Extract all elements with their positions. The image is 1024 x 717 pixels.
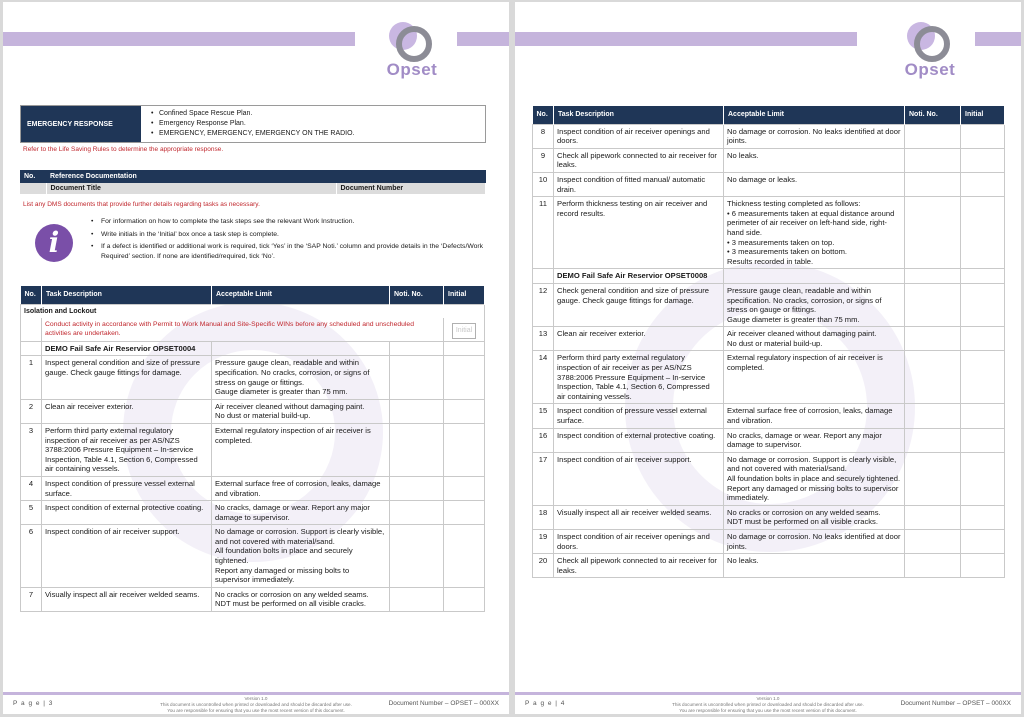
section-note: Conduct activity in accordance with Permit to Work Manual and Site-Specific WINs before any scheduled and unscheduled activities are undertaken. bbox=[42, 318, 444, 341]
task-number: 15 bbox=[533, 404, 554, 428]
table-row bbox=[21, 587, 485, 611]
initial-cell[interactable] bbox=[961, 148, 1005, 172]
ref-col-no: No. bbox=[20, 170, 46, 183]
col-initial: Initial bbox=[961, 106, 1005, 124]
task-number: 20 bbox=[533, 554, 554, 578]
noti-no-cell[interactable] bbox=[905, 124, 961, 148]
task-number: 4 bbox=[21, 476, 42, 500]
ref-col-reference: Reference Documentation bbox=[46, 170, 486, 183]
info-instructions bbox=[91, 217, 485, 264]
footer-document-number: Document Number – OPSET – 000XX bbox=[900, 700, 1011, 707]
initial-cell[interactable] bbox=[961, 505, 1005, 529]
footer-page-number: P a g e | 3 bbox=[13, 700, 54, 707]
acceptable-limit: No cracks or corrosion on any welded seams. NDT must be performed on all visible cracks. bbox=[724, 505, 905, 529]
task-description: Inspect condition of external protective coating. bbox=[554, 428, 724, 452]
noti-no-cell[interactable] bbox=[390, 356, 444, 399]
initial-cell[interactable] bbox=[961, 327, 1005, 351]
opset-logo-text: Opset bbox=[386, 60, 438, 79]
header-band-left bbox=[515, 32, 857, 46]
task-description: Inspect condition of air receiver support. bbox=[554, 452, 724, 505]
table-row bbox=[21, 423, 485, 476]
footer-page-number: P a g e | 4 bbox=[525, 700, 566, 707]
acceptable-limit: External surface free of corrosion, leaks, damage and vibration. bbox=[724, 404, 905, 428]
task-description: Check general condition and size of pressure gauge. Check gauge fittings for damage. bbox=[554, 283, 724, 326]
initial-cell[interactable] bbox=[444, 399, 485, 423]
reference-note: List any DMS documents that provide further details regarding tasks as necessary. bbox=[23, 201, 260, 208]
emergency-response-list bbox=[141, 106, 485, 142]
initial-cell[interactable] bbox=[961, 124, 1005, 148]
emergency-response-label: EMERGENCY RESPONSE bbox=[21, 106, 141, 142]
table-row bbox=[533, 327, 1005, 351]
noti-no-cell[interactable] bbox=[905, 505, 961, 529]
page-footer bbox=[3, 692, 509, 714]
task-description: Perform third party external regulatory inspection of air receiver as per AS/NZS 3788:2006 Pressure Equipment – In-service Inspection, Table 4.1, Section 6, Compressed air containing vessels. bbox=[42, 423, 212, 476]
asset-subheading: DEMO Fail Safe Air Reservior OPSET0004 bbox=[42, 341, 212, 356]
task-description: Inspect condition of external protective coating. bbox=[42, 501, 212, 525]
task-description: Inspect condition of pressure vessel external surface. bbox=[42, 476, 212, 500]
acceptable-limit: Air receiver cleaned without damaging paint. No dust or material build-up. bbox=[724, 327, 905, 351]
noti-no-cell[interactable] bbox=[905, 351, 961, 404]
task-number: 5 bbox=[21, 501, 42, 525]
footer-disclaimer bbox=[645, 696, 891, 713]
noti-no-cell[interactable] bbox=[390, 525, 444, 588]
opset-logo-icon bbox=[381, 14, 443, 94]
initial-cell[interactable] bbox=[961, 351, 1005, 404]
task-description: Visually inspect all air receiver welded seams. bbox=[42, 587, 212, 611]
table-row bbox=[533, 148, 1005, 172]
col-noti-no: Noti. No. bbox=[905, 106, 961, 124]
table-row bbox=[533, 404, 1005, 428]
task-description: Inspect condition of fitted manual/ automatic drain. bbox=[554, 172, 724, 196]
initial-cell[interactable] bbox=[961, 283, 1005, 326]
acceptable-limit: No damage or corrosion. No leaks identified at door joints. bbox=[724, 529, 905, 553]
col-task-description: Task Description bbox=[42, 286, 212, 304]
info-icon: i bbox=[35, 224, 73, 262]
footer-version: Version 1.0 bbox=[756, 696, 780, 701]
noti-no-cell[interactable] bbox=[905, 327, 961, 351]
page-footer bbox=[515, 692, 1021, 714]
footer-band bbox=[515, 692, 1021, 695]
table-row bbox=[533, 197, 1005, 269]
header-band-left bbox=[3, 32, 355, 46]
initial-cell[interactable] bbox=[444, 476, 485, 500]
task-description: Perform third party external regulatory inspection of air receiver as per AS/NZS 3788:2006 Pressure Equipment – In-service Inspection, Table 4.1, Section 6, Compressed air containing vessels. bbox=[554, 351, 724, 404]
task-number: 19 bbox=[533, 529, 554, 553]
header-band-right bbox=[457, 32, 509, 46]
acceptable-limit: External regulatory inspection of air receiver is completed. bbox=[212, 423, 390, 476]
noti-no-cell[interactable] bbox=[905, 452, 961, 505]
initial-cell[interactable] bbox=[444, 356, 485, 399]
emergency-note: Refer to the Life Saving Rules to determine the appropriate response. bbox=[23, 146, 224, 153]
task-number: 9 bbox=[533, 148, 554, 172]
noti-no-cell[interactable] bbox=[390, 476, 444, 500]
info-item: • Write initials in the ‘Initial’ box once a task step is complete. bbox=[91, 230, 485, 240]
task-number: 11 bbox=[533, 197, 554, 269]
initial-cell[interactable] bbox=[961, 452, 1005, 505]
task-number: 17 bbox=[533, 452, 554, 505]
initial-cell[interactable] bbox=[444, 525, 485, 588]
task-description: Clean air receiver exterior. bbox=[42, 399, 212, 423]
document-page-3 bbox=[3, 2, 509, 714]
task-description: Inspect general condition and size of pressure gauge. Check gauge fittings for damage. bbox=[42, 356, 212, 399]
task-number: 14 bbox=[533, 351, 554, 404]
acceptable-limit: Pressure gauge clean, readable and within specification. No cracks, corrosion, or signs of stress on gauge or fittings. Gauge diameter is greater than 75 mm. bbox=[212, 356, 390, 399]
acceptable-limit: Air receiver cleaned without damaging paint. No dust or material build-up. bbox=[212, 399, 390, 423]
acceptable-limit: External regulatory inspection of air receiver is completed. bbox=[724, 351, 905, 404]
task-description: Inspect condition of air receiver openings and doors. bbox=[554, 529, 724, 553]
table-row bbox=[533, 554, 1005, 578]
table-row bbox=[533, 428, 1005, 452]
initial-cell[interactable] bbox=[444, 587, 485, 611]
noti-no-cell[interactable] bbox=[905, 148, 961, 172]
table-row bbox=[533, 351, 1005, 404]
task-description: Clean air receiver exterior. bbox=[554, 327, 724, 351]
footer-line-1: This document is uncontrolled when printed or downloaded and should be discarded after use. bbox=[672, 701, 864, 707]
table-row bbox=[533, 529, 1005, 553]
emergency-item: • Confined Space Rescue Plan. bbox=[159, 109, 485, 119]
initial-cell[interactable] bbox=[961, 172, 1005, 196]
col-noti-no: Noti. No. bbox=[390, 286, 444, 304]
document-page-4 bbox=[515, 2, 1021, 714]
noti-no-cell[interactable] bbox=[390, 399, 444, 423]
task-description: Perform thickness testing on air receiver and record results. bbox=[554, 197, 724, 269]
acceptable-limit: Pressure gauge clean, readable and within specification. No cracks, corrosion, or signs of stress on gauge or fittings. Gauge diameter is greater than 75 mm. bbox=[724, 283, 905, 326]
emergency-item: • Emergency Response Plan. bbox=[159, 119, 485, 129]
acceptable-limit: No cracks or corrosion on any welded seams. NDT must be performed on all visible cracks. bbox=[212, 587, 390, 611]
noti-no-cell[interactable] bbox=[905, 428, 961, 452]
header-band-right bbox=[975, 32, 1021, 46]
col-acceptable-limit: Acceptable Limit bbox=[724, 106, 905, 124]
acceptable-limit: No damage or corrosion. Support is clearly visible, and not covered with material/sand. All foundation bolts in place and securely tightened. Report any damaged or missing bolts to supervisor immediately. bbox=[212, 525, 390, 588]
col-no: No. bbox=[21, 286, 42, 304]
noti-no-cell[interactable] bbox=[905, 404, 961, 428]
footer-line-2: You are responsible for ensuring that you use the most recent version of this document. bbox=[679, 707, 857, 713]
table-row bbox=[533, 452, 1005, 505]
acceptable-limit: External surface free of corrosion, leaks, damage and vibration. bbox=[212, 476, 390, 500]
initial-input[interactable]: Initial bbox=[452, 323, 476, 339]
col-no: No. bbox=[533, 106, 554, 124]
section-isolation-lockout: Isolation and Lockout bbox=[21, 304, 485, 318]
task-number: 10 bbox=[533, 172, 554, 196]
task-number: 16 bbox=[533, 428, 554, 452]
footer-disclaimer bbox=[133, 696, 379, 713]
acceptable-limit: No damage or corrosion. No leaks identified at door joints. bbox=[724, 124, 905, 148]
col-task-description: Task Description bbox=[554, 106, 724, 124]
acceptable-limit: No leaks. bbox=[724, 554, 905, 578]
noti-no-cell[interactable] bbox=[905, 283, 961, 326]
initial-cell[interactable] bbox=[961, 428, 1005, 452]
initial-cell[interactable] bbox=[444, 501, 485, 525]
col-initial: Initial bbox=[444, 286, 485, 304]
noti-no-cell[interactable] bbox=[905, 529, 961, 553]
table-row bbox=[21, 476, 485, 500]
task-description: Check all pipework connected to air receiver for leaks. bbox=[554, 148, 724, 172]
task-number: 6 bbox=[21, 525, 42, 588]
task-table-page-3 bbox=[20, 286, 485, 612]
footer-version: Version 1.0 bbox=[244, 696, 268, 701]
col-acceptable-limit: Acceptable Limit bbox=[212, 286, 390, 304]
initial-cell[interactable] bbox=[961, 404, 1005, 428]
noti-no-cell[interactable] bbox=[390, 587, 444, 611]
asset-subheading: DEMO Fail Safe Air Reservior OPSET0008 bbox=[554, 269, 724, 284]
initial-cell[interactable] bbox=[961, 554, 1005, 578]
task-description: Inspect condition of air receiver openings and doors. bbox=[554, 124, 724, 148]
task-description: Inspect condition of pressure vessel external surface. bbox=[554, 404, 724, 428]
opset-logo-icon bbox=[899, 14, 961, 94]
noti-no-cell[interactable] bbox=[905, 172, 961, 196]
acceptable-limit: No leaks. bbox=[724, 148, 905, 172]
opset-logo-text: Opset bbox=[904, 60, 956, 79]
ref-col-document-number: Document Number bbox=[336, 183, 486, 194]
acceptable-limit: No damage or leaks. bbox=[724, 172, 905, 196]
initial-cell[interactable] bbox=[961, 197, 1005, 269]
task-number: 18 bbox=[533, 505, 554, 529]
footer-line-2: You are responsible for ensuring that you use the most recent version of this document. bbox=[167, 707, 345, 713]
noti-no-cell[interactable] bbox=[905, 197, 961, 269]
initial-cell[interactable] bbox=[961, 529, 1005, 553]
acceptable-limit: No damage or corrosion. Support is clearly visible, and not covered with material/sand. All foundation bolts in place and securely tightened. Report any damaged or missing bolts to supervisor immediately. bbox=[724, 452, 905, 505]
table-row bbox=[533, 283, 1005, 326]
noti-no-cell[interactable] bbox=[390, 501, 444, 525]
task-description: Check all pipework connected to air receiver for leaks. bbox=[554, 554, 724, 578]
task-description: Inspect condition of air receiver support. bbox=[42, 525, 212, 588]
initial-cell[interactable] bbox=[444, 423, 485, 476]
table-row bbox=[21, 525, 485, 588]
table-row bbox=[533, 505, 1005, 529]
footer-band bbox=[3, 692, 509, 695]
task-number: 1 bbox=[21, 356, 42, 399]
task-description: Visually inspect all air receiver welded seams. bbox=[554, 505, 724, 529]
table-row bbox=[21, 399, 485, 423]
task-table-page-4 bbox=[532, 106, 1005, 578]
acceptable-limit: No cracks, damage or wear. Report any major damage to supervisor. bbox=[212, 501, 390, 525]
info-item: • For information on how to complete the task steps see the relevant Work Instruction. bbox=[91, 217, 485, 227]
table-row bbox=[21, 501, 485, 525]
noti-no-cell[interactable] bbox=[905, 554, 961, 578]
emergency-response-box bbox=[20, 105, 486, 143]
reference-documentation-table bbox=[20, 170, 486, 194]
table-row bbox=[533, 124, 1005, 148]
acceptable-limit: Thickness testing completed as follows: • 6 measurements taken at equal distance around perimeter of air receiver on left-hand side, right-hand side. • 3 measurements taken on top. • 3 measurements taken on bottom. Results recorded in table. bbox=[724, 197, 905, 269]
task-number: 7 bbox=[21, 587, 42, 611]
acceptable-limit: No cracks, damage or wear. Report any major damage to supervisor. bbox=[724, 428, 905, 452]
task-number: 3 bbox=[21, 423, 42, 476]
task-number: 12 bbox=[533, 283, 554, 326]
ref-col-document-title: Document Title bbox=[46, 183, 336, 194]
footer-line-1: This document is uncontrolled when printed or downloaded and should be discarded after use. bbox=[160, 701, 352, 707]
table-row bbox=[533, 172, 1005, 196]
task-number: 13 bbox=[533, 327, 554, 351]
table-row bbox=[21, 356, 485, 399]
noti-no-cell[interactable] bbox=[390, 423, 444, 476]
info-item: • If a defect is identified or additional work is required, tick ‘Yes’ in the ‘SAP Noti.’ column and provide details in the ‘Defects/Work Required’ section. If none are identified/required, tick ‘No’. bbox=[91, 242, 485, 261]
task-number: 2 bbox=[21, 399, 42, 423]
emergency-item: • EMERGENCY, EMERGENCY, EMERGENCY ON THE RADIO. bbox=[159, 129, 485, 139]
footer-document-number: Document Number – OPSET – 000XX bbox=[388, 700, 499, 707]
task-number: 8 bbox=[533, 124, 554, 148]
